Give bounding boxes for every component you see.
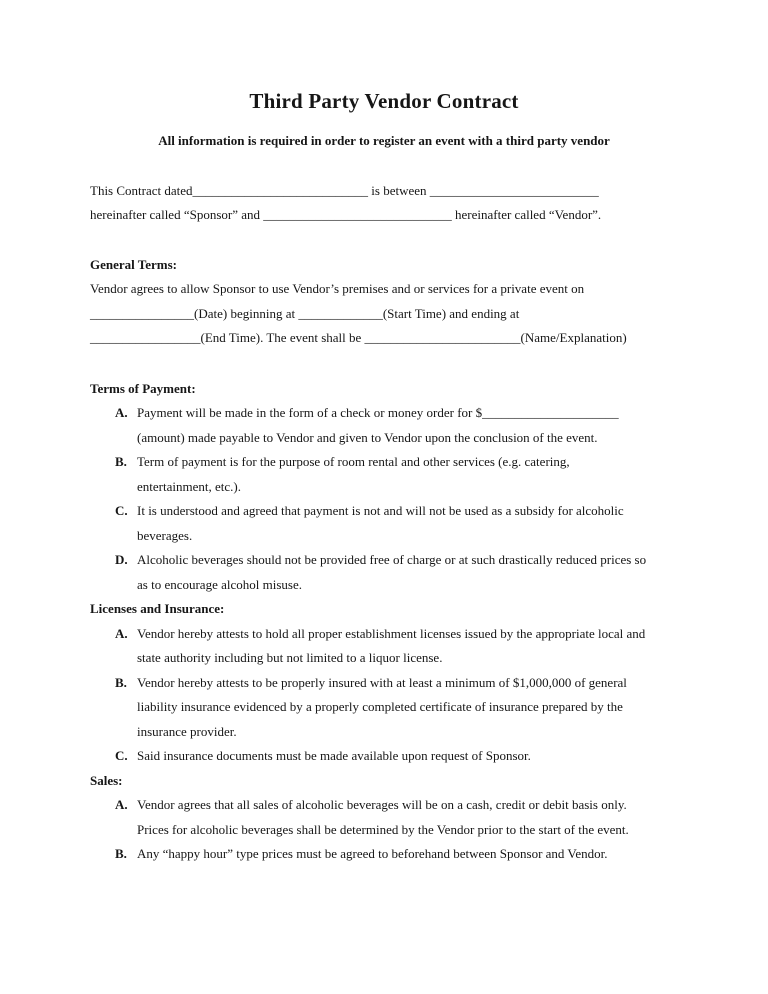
item-line: Vendor hereby attests to hold all proper establishment licenses issued by the appropriate local and [137, 625, 646, 641]
item-line: Said insurance documents must be made available upon request of Sponsor. [137, 748, 531, 763]
item-line: entertainment, etc.). [137, 478, 241, 494]
document-title: Third Party Vendor Contract [249, 89, 519, 113]
item-line: Any “happy hour” type prices must be agreed to beforehand between Sponsor and Vendor. [137, 846, 608, 861]
list-item-payment-a [90, 401, 678, 450]
item-line: insurance provider. [137, 723, 237, 739]
list-item-sales-a [90, 793, 678, 842]
document-subtitle: All information is required in order to register an event with a third party vendor [158, 133, 610, 148]
intro-line-2: hereinafter called “Sponsor” and _____________________________ hereinafter called “Vendor”. [90, 207, 602, 222]
item-line: Vendor agrees that all sales of alcoholic beverages will be on a cash, credit or debit basis only. [137, 797, 627, 812]
general-terms-line-2: ________________(Date) beginning at _____________(Start Time) and ending at [90, 305, 520, 321]
list-item-licenses-b [90, 671, 678, 745]
item-line: It is understood and agreed that payment is not and will not be used as a subsidy for alcoholic [137, 503, 624, 518]
item-line: (amount) made payable to Vendor and given to Vendor upon the conclusion of the event. [137, 429, 598, 445]
general-terms-line-3: _________________(End Time). The event shall be ________________________(Name/Explanation) [90, 330, 627, 345]
item-line: Payment will be made in the form of a check or money order for $_____________________ [137, 405, 619, 420]
section-licenses-insurance [90, 597, 678, 769]
list-item-payment-d [90, 548, 678, 597]
intro-line-1: This Contract dated___________________________ is between __________________________ [90, 182, 599, 198]
item-line: Term of payment is for the purpose of room rental and other services (e.g. catering, [137, 454, 570, 469]
item-line: Alcoholic beverages should not be provided free of charge or at such drastically reduced prices so [137, 552, 647, 567]
list-item-payment-b [90, 450, 678, 499]
terms-of-payment-heading: Terms of Payment: [90, 380, 196, 396]
list-item-sales-b [90, 842, 678, 867]
section-terms-of-payment [90, 377, 678, 598]
section-general-terms [90, 253, 678, 351]
item-line: Vendor hereby attests to be properly insured with at least a minimum of $1,000,000 of general [137, 674, 627, 690]
item-label: B. [115, 674, 127, 690]
intro-paragraph [90, 179, 678, 228]
item-label: C. [115, 503, 128, 518]
general-terms-heading: General Terms: [90, 256, 178, 272]
item-label: B. [115, 454, 127, 469]
item-line: state authority including but not limited to a liquor license. [137, 650, 443, 665]
item-label: B. [115, 846, 127, 861]
item-line: liability insurance evidenced by a properly completed certificate of insurance prepared by the [137, 699, 623, 714]
item-line: beverages. [137, 527, 193, 543]
item-label: A. [115, 405, 128, 420]
licenses-insurance-heading: Licenses and Insurance: [90, 601, 225, 616]
list-item-licenses-a [90, 622, 678, 671]
item-label: A. [115, 797, 128, 812]
sales-heading: Sales: [90, 772, 123, 788]
list-item-payment-c [90, 499, 678, 548]
item-line: Prices for alcoholic beverages shall be determined by the Vendor prior to the start of the event. [137, 821, 629, 837]
item-label: D. [115, 552, 128, 567]
item-label: C. [115, 748, 128, 763]
section-sales [90, 769, 678, 867]
item-label: A. [115, 625, 128, 641]
general-terms-line-1: Vendor agrees to allow Sponsor to use Vendor’s premises and or services for a private event on [90, 281, 585, 296]
item-line: as to encourage alcohol misuse. [137, 576, 302, 592]
list-item-licenses-c [90, 744, 678, 769]
